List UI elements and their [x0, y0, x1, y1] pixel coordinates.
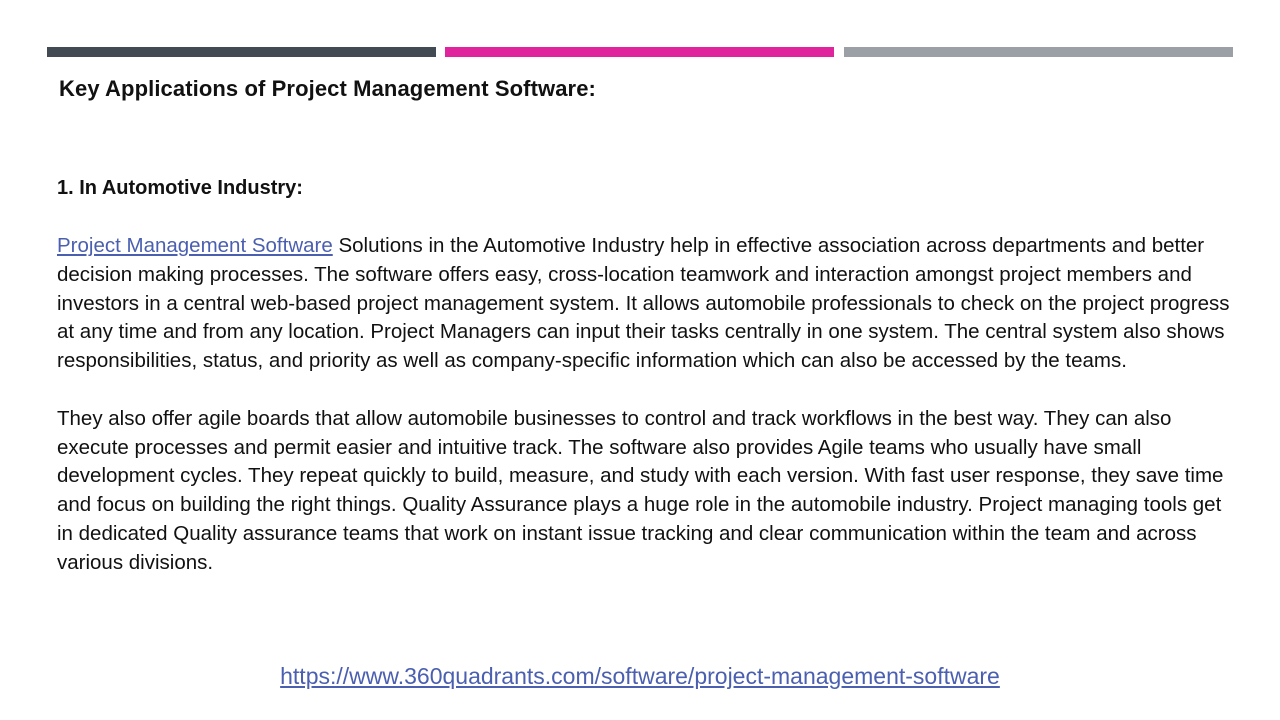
paragraph-1: [57, 232, 1232, 376]
section-heading: 1. In Automotive Industry:: [57, 177, 303, 199]
accent-bar-dark: [47, 47, 436, 57]
slide-content: [57, 174, 1232, 578]
accent-bar-pink: [445, 47, 834, 57]
footer-url-link[interactable]: https://www.360quadrants.com/software/project-management-software: [280, 663, 1000, 689]
accent-bar-gray: [844, 47, 1233, 57]
project-management-software-link[interactable]: Project Management Software: [57, 234, 333, 257]
slide-title: Key Applications of Project Management Software:: [59, 76, 596, 101]
footer-link-container: [0, 660, 1280, 692]
paragraph-2: They also offer agile boards that allow automobile businesses to control and track workflows in the best way. They can also execute processes and permit easier and intuitive track. The software also provides Agile teams who usually have small development cycles. They repeat quickly to build, measure, and study with each version. With fast user response, they save time and focus on building the right things. Quality Assurance plays a huge role in the automobile industry. Project managing tools get in dedicated Quality assurance teams that work on instant issue tracking and clear communication within the team and across various divisions.: [57, 406, 1224, 574]
paragraph-1-text: Solutions in the Automotive Industry help in effective association across departments and better decision making processes. The software offers easy, cross-location teamwork and interaction amongst project members and investors in a central web-based project management system. It allows automobile professionals to check on the project progress at any time and from any location. Project Managers can input their tasks centrally in one system. The central system also shows responsibilities, status, and priority as well as company-specific information which can also be accessed by the teams.: [57, 234, 1230, 373]
